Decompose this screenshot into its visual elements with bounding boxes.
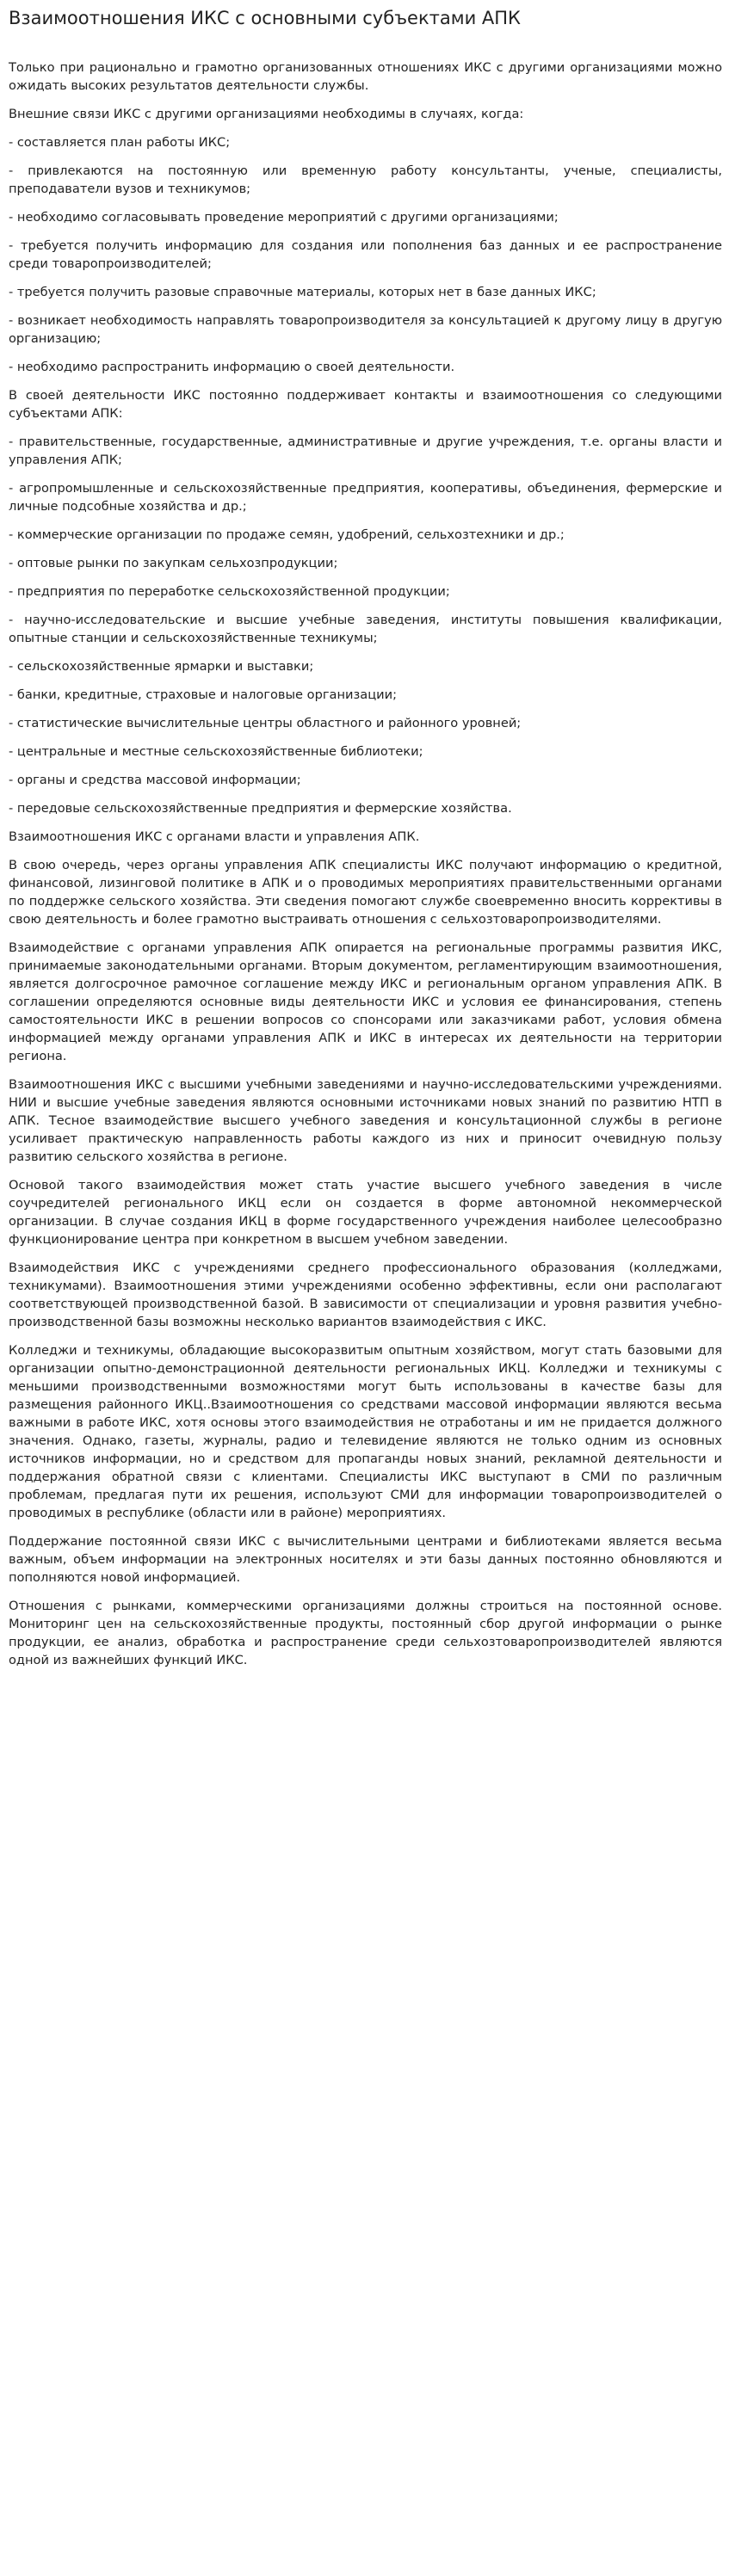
paragraph: Колледжи и техникумы, обладающие высокоразвитым опытным хозяйством, могут стать базовыми для организации опытно-демонстрационной деятельности региональных ИКЦ. Колледжи и техникумы с меньшими производственными возможностями могут быть использованы в качестве базы для размещения районного ИКЦ..Взаимоотношения со средствами массовой информации являются весьма важными в работе ИКС, хотя основы этого взаимодействия не отработаны и им не придается должного значения. Однако, газеты, журналы, радио и телевидение являются не только одним из основных источников информации, но и средством для пропаганды новых знаний, рекламной деятельности и поддержания обратной связи с клиентами. Специалисты ИКС выступают в СМИ по различным проблемам, предлагая пути их решения, используют СМИ для информации товаропроизводителей о проводимых в республике (области или в районе) мероприятиях. [9, 1343, 722, 1520]
paragraph: - необходимо согласовывать проведение мероприятий с другими организациями; [9, 210, 559, 225]
paragraph: Поддержание постоянной связи ИКС с вычислительными центрами и библиотеками является весьма важным, объем информации на электронных носителях и эти базы данных постоянно обновляются и пополняются новой информацией. [9, 1534, 722, 1585]
article-body [9, 59, 722, 1669]
paragraph: - статистические вычислительные центры областного и районного уровней; [9, 716, 522, 730]
paragraph: - привлекаются на постоянную или временную работу консультанты, ученые, специалисты, преподаватели вузов и техникумов; [9, 163, 722, 196]
paragraph: Только при рационально и грамотно организованных отношениях ИКС с другими организациями можно ожидать высоких результатов деятельности службы. [9, 60, 722, 93]
paragraph: - центральные и местные сельскохозяйственные библиотеки; [9, 744, 423, 759]
paragraph: Взаимоотношения ИКС с органами власти и управления АПК. [9, 829, 420, 844]
paragraph: - коммерческие организации по продаже семян, удобрений, сельхозтехники и др.; [9, 527, 565, 542]
paragraph: - сельскохозяйственные ярмарки и выставки; [9, 659, 314, 674]
paragraph: - передовые сельскохозяйственные предприятия и фермерские хозяйства. [9, 801, 512, 816]
paragraph: - необходимо распространить информацию о своей деятельности. [9, 360, 455, 374]
paragraph: - научно-исследовательские и высшие учебные заведения, институты повышения квалификации, опытные станции и сельскохозяйственные техникумы; [9, 613, 722, 645]
paragraph: Взаимодействие с органами управления АПК опирается на региональные программы развития ИКС, принимаемые законодательными органами. Вторым документом, регламентирующим взаимоотношения, является долгосрочное рамочное соглашение между ИКС и региональным органом управления АПК. В соглашении определяются основные виды деятельности ИКС и условия ее финансирования, степень самостоятельности ИКС в решении вопросов со спонсорами или заказчиками работ, условия обмена информацией между органами управления АПК и ИКС в интересах их деятельности на территории региона. [9, 940, 722, 1063]
paragraph: Внешние связи ИКС с другими организациями необходимы в случаях, когда: [9, 107, 524, 121]
paragraph: Основой такого взаимодействия может стать участие высшего учебного заведения в числе соучредителей регионального ИКЦ если он создается в форме автономной некоммерческой организации. В случае создания ИКЦ в форме государственного учреждения наиболее целесообразно функционирование центра при конкретном в высшем учебном заведении. [9, 1178, 722, 1247]
paragraph: - составляется план работы ИКС; [9, 135, 231, 150]
paragraph: - правительственные, государственные, административные и другие учреждения, т.е. органы власти и управления АПК; [9, 434, 722, 467]
paragraph: - требуется получить информацию для создания или пополнения баз данных и ее распространение среди товаропроизводителей; [9, 238, 722, 271]
article-title: Взаимоотношения ИКС с основными субъектами АПК [9, 8, 521, 28]
paragraph: - требуется получить разовые справочные материалы, которых нет в базе данных ИКС; [9, 285, 596, 299]
paragraph: Взаимодействия ИКС с учреждениями среднего профессионального образования (колледжами, техникумами). Взаимоотношения этими учреждениями особенно эффективны, если они располагают соответствующей производственной базой. В зависимости от специализации и уровня развития учебно-производственной базы возможны несколько вариантов взаимодействия с ИКС. [9, 1260, 722, 1329]
paragraph: - предприятия по переработке сельскохозяйственной продукции; [9, 584, 450, 599]
paragraph: В свою очередь, через органы управления АПК специалисты ИКС получают информацию о кредитной, финансовой, лизинговой политике в АПК и о проводимых мероприятиях правительственными органами по поддержке сельского хозяйства. Эти сведения помогают службе своевременно вносить коррективы в свою деятельность и более грамотно выстраивать отношения с сельхозтоваропроизводителями. [9, 858, 722, 927]
paragraph: - агропромышленные и сельскохозяйственные предприятия, кооперативы, объединения, фермерские и личные подсобные хозяйства и др.; [9, 481, 722, 514]
paragraph: - возникает необходимость направлять товаропроизводителя за консультацией к другому лицу в другую организацию; [9, 313, 722, 346]
paragraph: В своей деятельности ИКС постоянно поддерживает контакты и взаимоотношения со следующими субъектами АПК: [9, 388, 722, 421]
paragraph: - банки, кредитные, страховые и налоговые организации; [9, 687, 398, 702]
paragraph: Отношения с рынками, коммерческими организациями должны строиться на постоянной основе. Мониторинг цен на сельскохозяйственные продукты, постоянный сбор другой информации о рынке продукции, ее анализ, обработка и распространение среди сельхозтоваропроизводителей являются одной из важнейших функций ИКС. [9, 1599, 722, 1667]
paragraph: - оптовые рынки по закупкам сельхозпродукции; [9, 556, 338, 570]
paragraph: Взаимоотношения ИКС с высшими учебными заведениями и научно-исследовательскими учреждениями. НИИ и высшие учебные заведения являются основными источниками новых знаний по развитию НТП в АПК. Тесное взаимодействие высшего учебного заведения и консультационной службы в регионе усиливает практическую направленность работы каждого из них и приносит очевидную пользу развитию сельского хозяйства в регионе. [9, 1077, 722, 1164]
paragraph: - органы и средства массовой информации; [9, 773, 301, 787]
